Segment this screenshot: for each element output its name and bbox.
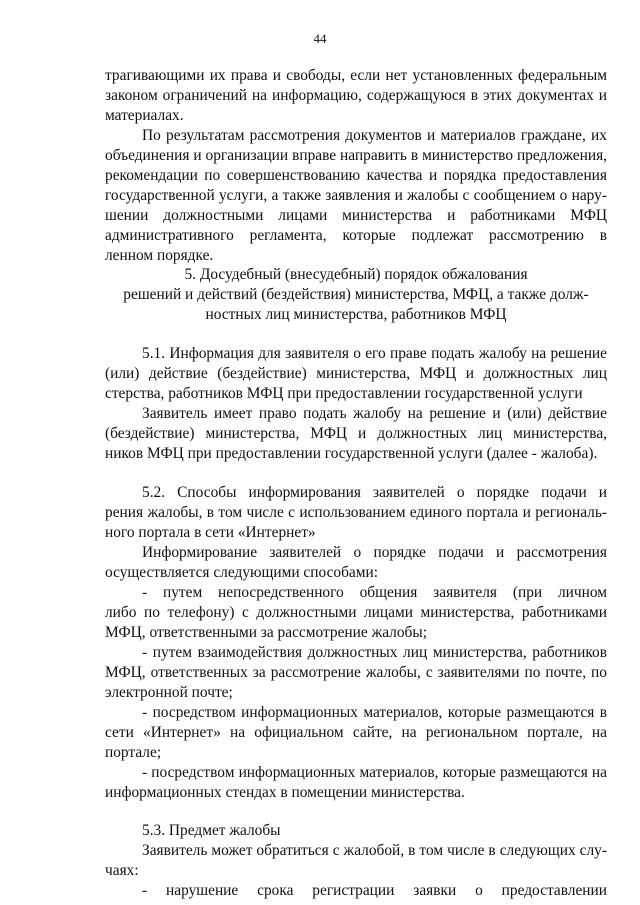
subsection-heading: (или) действие (бездействие) министерства, МФЦ и должностных лиц: [105, 365, 607, 382]
list-item-line: - нарушение срока регистрации заявки о предоставлении: [142, 882, 607, 899]
text-line: (бездействие) министерства, МФЦ и должностных лиц министерства,: [105, 425, 607, 442]
text-line: трагивающими их права и свободы, если нет установленных федеральным: [105, 67, 607, 84]
text-line: административного регламента, которые подлежат рассмотрению в: [105, 227, 607, 244]
list-item-line: МФЦ, ответственными за рассмотрение жалобы;: [105, 624, 427, 641]
section-heading: решений и действий (бездействия) министерства, МФЦ, а также долж-: [123, 286, 589, 303]
text-line: ленном порядке.: [105, 247, 214, 264]
text-line: рекомендации по совершенствованию качества и порядка предоставления: [105, 167, 607, 184]
list-item-line: МФЦ, ответственных за рассмотрение жалобы, с заявителями по почте, по: [105, 664, 607, 681]
text-line: шении должностными лицами министерства и работниками МФЦ: [105, 207, 607, 224]
text-line: осуществляется следующими способами:: [105, 564, 379, 581]
list-item-line: либо по телефону) с должностными лицами министерства, работниками: [105, 604, 607, 621]
text-line: чаях:: [105, 862, 139, 879]
text-line: государственной услуги, а также заявления и жалобы с сообщением о нару-: [105, 187, 607, 204]
text-line: материалах.: [105, 107, 184, 124]
list-item-line: информационных стендах в помещении министерства.: [105, 784, 465, 801]
subsection-heading: стерства, работников МФЦ при предоставлении государственной услуги: [105, 385, 583, 402]
text-line: По результатам рассмотрения документов и материалов граждане, их: [142, 127, 607, 144]
text-line: ников МФЦ при предоставлении государственной услуги (далее - жалоба).: [105, 445, 598, 462]
subsection-heading: 5.2. Способы информирования заявителей о порядке подачи и: [142, 484, 607, 501]
text-line: Заявитель имеет право подать жалобу на решение и (или) действие: [142, 405, 607, 422]
list-item-line: электронной почте;: [105, 684, 233, 701]
subsection-heading: 5.1. Информация для заявителя о его праве подать жалобу на решение: [142, 345, 607, 362]
section-heading: 5. Досудебный (внесудебный) порядок обжалования: [184, 266, 528, 283]
subsection-heading: ного портала в сети «Интернет»: [105, 524, 316, 541]
list-item-line: - посредством информационных материалов, которые размещаются на: [142, 764, 607, 781]
section-heading: ностных лиц министерства, работников МФЦ: [205, 306, 507, 323]
list-item-line: - путем непосредственного общения заявителя (при личном: [142, 584, 607, 601]
subsection-heading: рения жалобы, в том числе с использованием единого портала и региональ-: [105, 504, 607, 521]
page-number: 44: [313, 31, 327, 46]
text-line: Заявитель может обратиться с жалобой, в том числе в следующих слу-: [142, 842, 607, 859]
subsection-heading: 5.3. Предмет жалобы: [142, 822, 281, 839]
list-item-line: - путем взаимодействия должностных лиц министерства, работников: [142, 644, 607, 661]
text-line: Информирование заявителей о порядке подачи и рассмотрения: [142, 544, 607, 561]
text-line: законом ограничений на информацию, содержащуюся в этих документах и: [105, 87, 607, 104]
list-item-line: сети «Интернет» на официальном сайте, на региональном портале, на: [105, 724, 607, 741]
list-item-line: - посредством информационных материалов, которые размещаются в: [142, 704, 607, 721]
text-line: объединения и организации вправе направить в министерство предложения,: [105, 147, 607, 164]
list-item-line: портале;: [105, 744, 162, 761]
